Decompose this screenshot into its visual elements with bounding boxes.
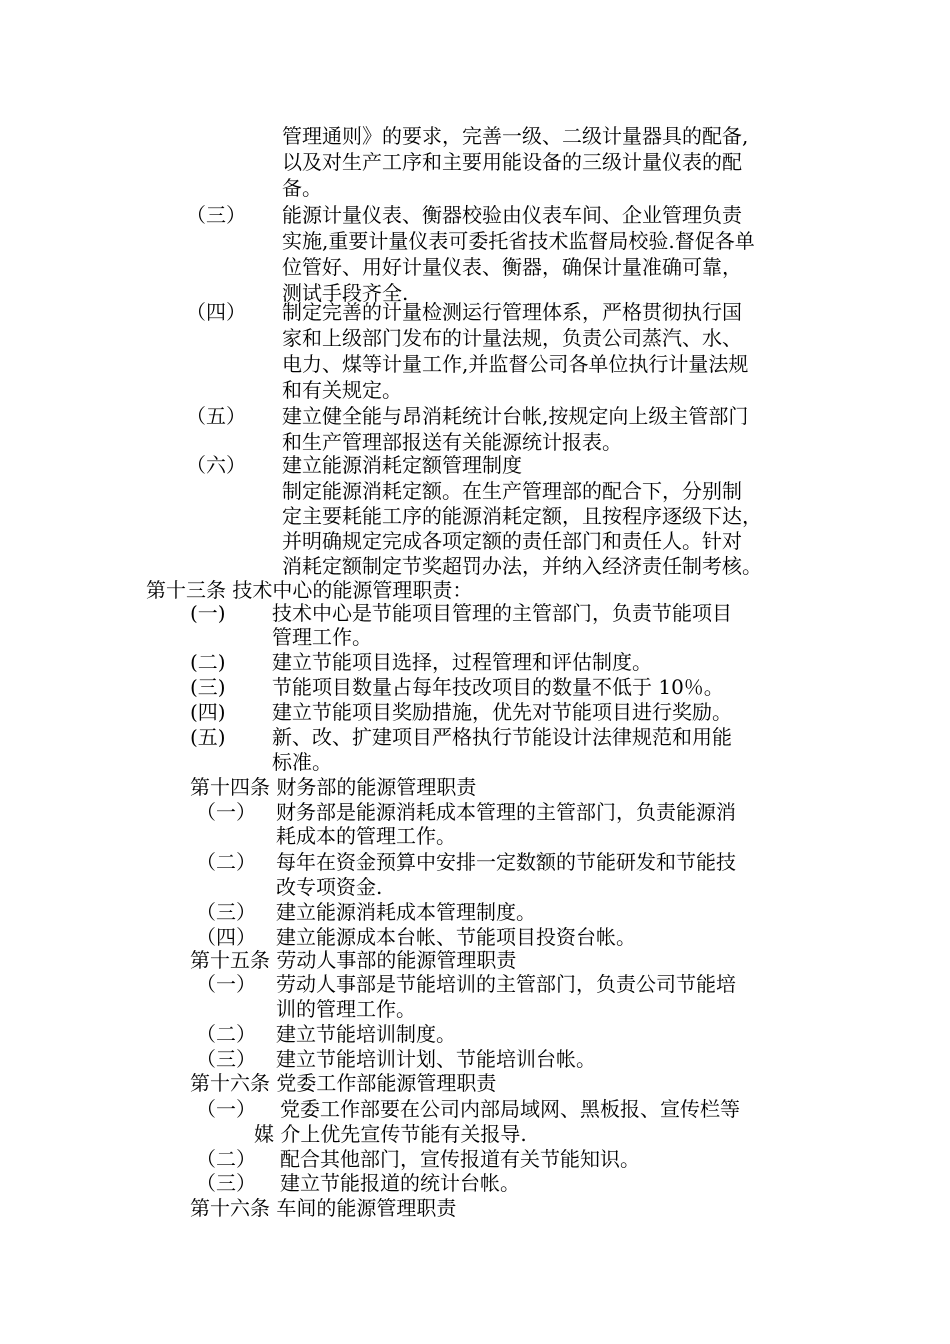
item-number: （一） — [196, 800, 256, 824]
text-line: 并明确规定完成各项定额的责任部门和责任人。针对 — [282, 529, 742, 553]
text-line: 耗成本的管理工作。 — [276, 824, 456, 848]
article-heading: 第十三条 技术中心的能源管理职责： — [146, 578, 473, 602]
item-number: （一） — [196, 972, 256, 996]
text-line: 能源计量仪表、衡器校验由仪表车间、企业管理负责 — [282, 203, 742, 227]
text-line: 配合其他部门，宣传报道有关节能知识。 — [280, 1147, 640, 1171]
item-number: （二） — [196, 1022, 256, 1046]
text-line: 训的管理工作。 — [276, 997, 416, 1021]
item-number: （二） — [196, 850, 256, 874]
text-line: 节能项目数量占每年技改项目的数量不低于 10％。 — [272, 675, 724, 699]
text-line: 技术中心是节能项目管理的主管部门，负责节能项目 — [272, 601, 732, 625]
text-line: 党委工作部要在公司内部局域网、黑板报、宣传栏等 — [280, 1097, 740, 1121]
item-number: （三） — [186, 203, 246, 227]
item-number: （一） — [196, 1097, 256, 1121]
text-line: 消耗定额制定节奖超罚办法，并纳入经济责任制考核。 — [282, 554, 762, 578]
text-line: 建立节能项目奖励措施，优先对节能项目进行奖励。 — [272, 700, 732, 724]
item-number: （五） — [186, 404, 246, 428]
text-line: 电力、煤等计量工作,并监督公司各单位执行计量法规 — [282, 352, 749, 376]
text-line: 位管好、用好计量仪表、衡器，确保计量准确可靠， — [282, 255, 742, 279]
text-line: 建立能源消耗成本管理制度。 — [276, 900, 536, 924]
text-line: 每年在资金预算中安排一定数额的节能研发和节能技 — [276, 850, 736, 874]
item-number: （三） — [196, 1047, 256, 1071]
item-number: (五) — [190, 725, 226, 749]
text-line: 建立节能培训制度。 — [276, 1022, 456, 1046]
item-number: (三) — [190, 675, 226, 699]
text-line: 以及对生产工序和主要用能设备的三级计量仪表的配 — [282, 150, 742, 174]
text-line: 财务部是能源消耗成本管理的主管部门，负责能源消 — [276, 800, 736, 824]
item-number: （三） — [196, 1171, 256, 1195]
text-line: 和生产管理部报送有关能源统计报表。 — [282, 430, 622, 454]
text-line: 实施,重要计量仪表可委托省技术监督局校验.督促各单 — [282, 229, 755, 253]
text-line: 建立节能项目选择，过程管理和评估制度。 — [272, 650, 652, 674]
item-number: （二） — [196, 1147, 256, 1171]
text-line: 制定能源消耗定额。在生产管理部的配合下，分别制 — [282, 479, 742, 503]
text-line: 新、改、扩建项目严格执行节能设计法律规范和用能 — [272, 725, 732, 749]
item-number: （四） — [186, 300, 246, 324]
text-line: 改专项资金. — [276, 875, 383, 899]
item-number: （六） — [186, 453, 246, 477]
text-line: 管理通则》的要求，完善一级、二级计量器具的配备, — [282, 124, 749, 148]
text-line: 测试手段齐全. — [282, 281, 409, 305]
text-line: 管理工作。 — [272, 625, 372, 649]
item-number: (二) — [190, 650, 226, 674]
item-number: （四） — [196, 925, 256, 949]
text-line: 家和上级部门发布的计量法规，负责公司蒸汽、水、 — [282, 326, 742, 350]
text-line: 和有关规定。 — [282, 378, 402, 402]
text-line: 建立能源成本台帐、节能项目投资台帐。 — [276, 925, 636, 949]
article-heading: 第十五条 劳动人事部的能源管理职责 — [190, 948, 517, 972]
text-line: 建立能源消耗定额管理制度 — [282, 453, 522, 477]
text-line: 劳动人事部是节能培训的主管部门，负责公司节能培 — [276, 972, 736, 996]
article-heading: 第十六条 车间的能源管理职责 — [190, 1196, 457, 1220]
text-line: 建立节能报道的统计台帐。 — [280, 1171, 520, 1195]
item-number: （三） — [196, 900, 256, 924]
text-line: 媒 介上优先宣传节能有关报导. — [254, 1122, 527, 1146]
text-line: 定主要耗能工序的能源消耗定额，且按程序逐级下达， — [282, 504, 762, 528]
item-number: (四) — [190, 700, 226, 724]
item-number: (一) — [190, 601, 226, 625]
article-heading: 第十四条 财务部的能源管理职责 — [190, 775, 477, 799]
text-line: 标准。 — [272, 750, 332, 774]
text-line: 备。 — [282, 176, 322, 200]
text-line: 建立健全能与昂消耗统计台帐,按规定向上级主管部门 — [282, 404, 749, 428]
text-line: 制定完善的计量检测运行管理体系，严格贯彻执行国 — [282, 300, 742, 324]
article-heading: 第十六条 党委工作部能源管理职责 — [190, 1071, 497, 1095]
text-line: 建立节能培训计划、节能培训台帐。 — [276, 1047, 596, 1071]
